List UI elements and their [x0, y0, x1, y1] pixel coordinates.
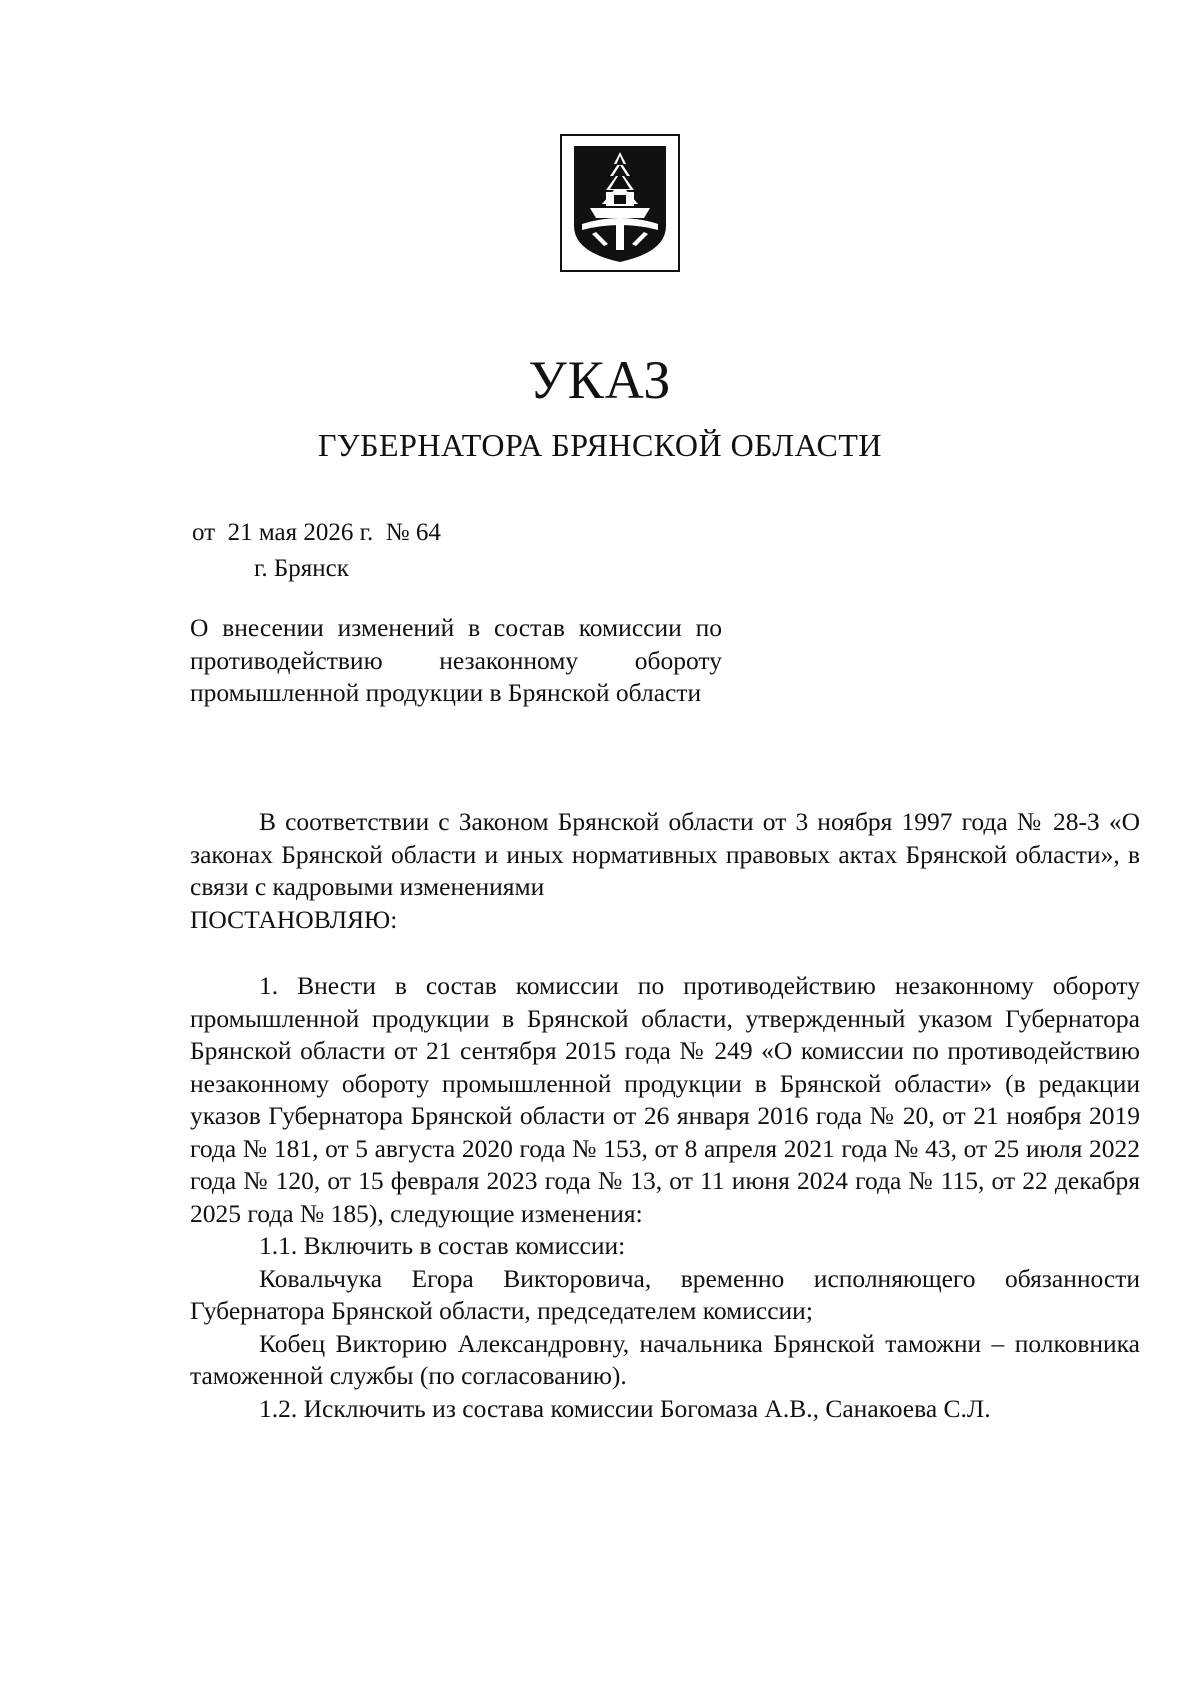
coat-of-arms-icon [560, 134, 680, 272]
decree-city: г. Брянск [254, 555, 349, 582]
preamble-paragraph: В соответствии с Законом Брянской области от 3 ноября 1997 года № 28-З «О законах Брянской области и иных нормативных правовых актах Брянской области», в связи с кадровыми изменениями [190, 807, 1140, 901]
decree-word: ПОСТАНОВЛЯЮ: [190, 904, 398, 934]
document-subtitle: ГУБЕРНАТОРА БРЯНСКОЙ ОБЛАСТИ [318, 427, 882, 463]
decree-subject: О внесении изменений в состав комиссии по противодействию незаконному обороту промышленной продукции в Брянской области [190, 613, 722, 707]
member-paragraph-1: Ковальчука Егора Викторовича, временно исполняющего обязанности Губернатора Брянской области, председателем комиссии; [190, 1263, 1140, 1325]
item-1-1-paragraph: 1.1. Включить в состав комиссии: [259, 1231, 626, 1260]
member-paragraph-2: Кобец Викторию Александровну, начальника Брянской таможни – полковника таможенной службы (по согласованию). [190, 1328, 1140, 1390]
item-1-paragraph: 1. Внести в состав комиссии по противодействию незаконному обороту промышленной продукции в Брянской области, утвержденный указом Губернатора Брянской области от 21 сентября 2015 года № 249 «О комиссии по противодействию незаконному обороту промышленной продукции в Брянской области» (в редакции указов Губернатора Брянской области от 26 января 2016 года № 20, от 21 ноября 2019 года № 181, от 5 августа 2020 года № 153, от 8 апреля 2021 года № 43, от 25 июля 2022 года № 120, от 15 февраля 2023 года № 13, от 11 июня 2024 года № 115, от 22 декабря 2025 года № 185), следующие изменения: [190, 971, 1140, 1228]
decree-body [190, 806, 1140, 1425]
decree-date-number: от 21 мая 2026 г. № 64 [192, 519, 441, 546]
item-1-2-paragraph: 1.2. Исключить из состава комиссии Богомаза А.В., Санакоева С.Л. [259, 1393, 991, 1423]
document-title: УКАЗ [528, 350, 672, 410]
